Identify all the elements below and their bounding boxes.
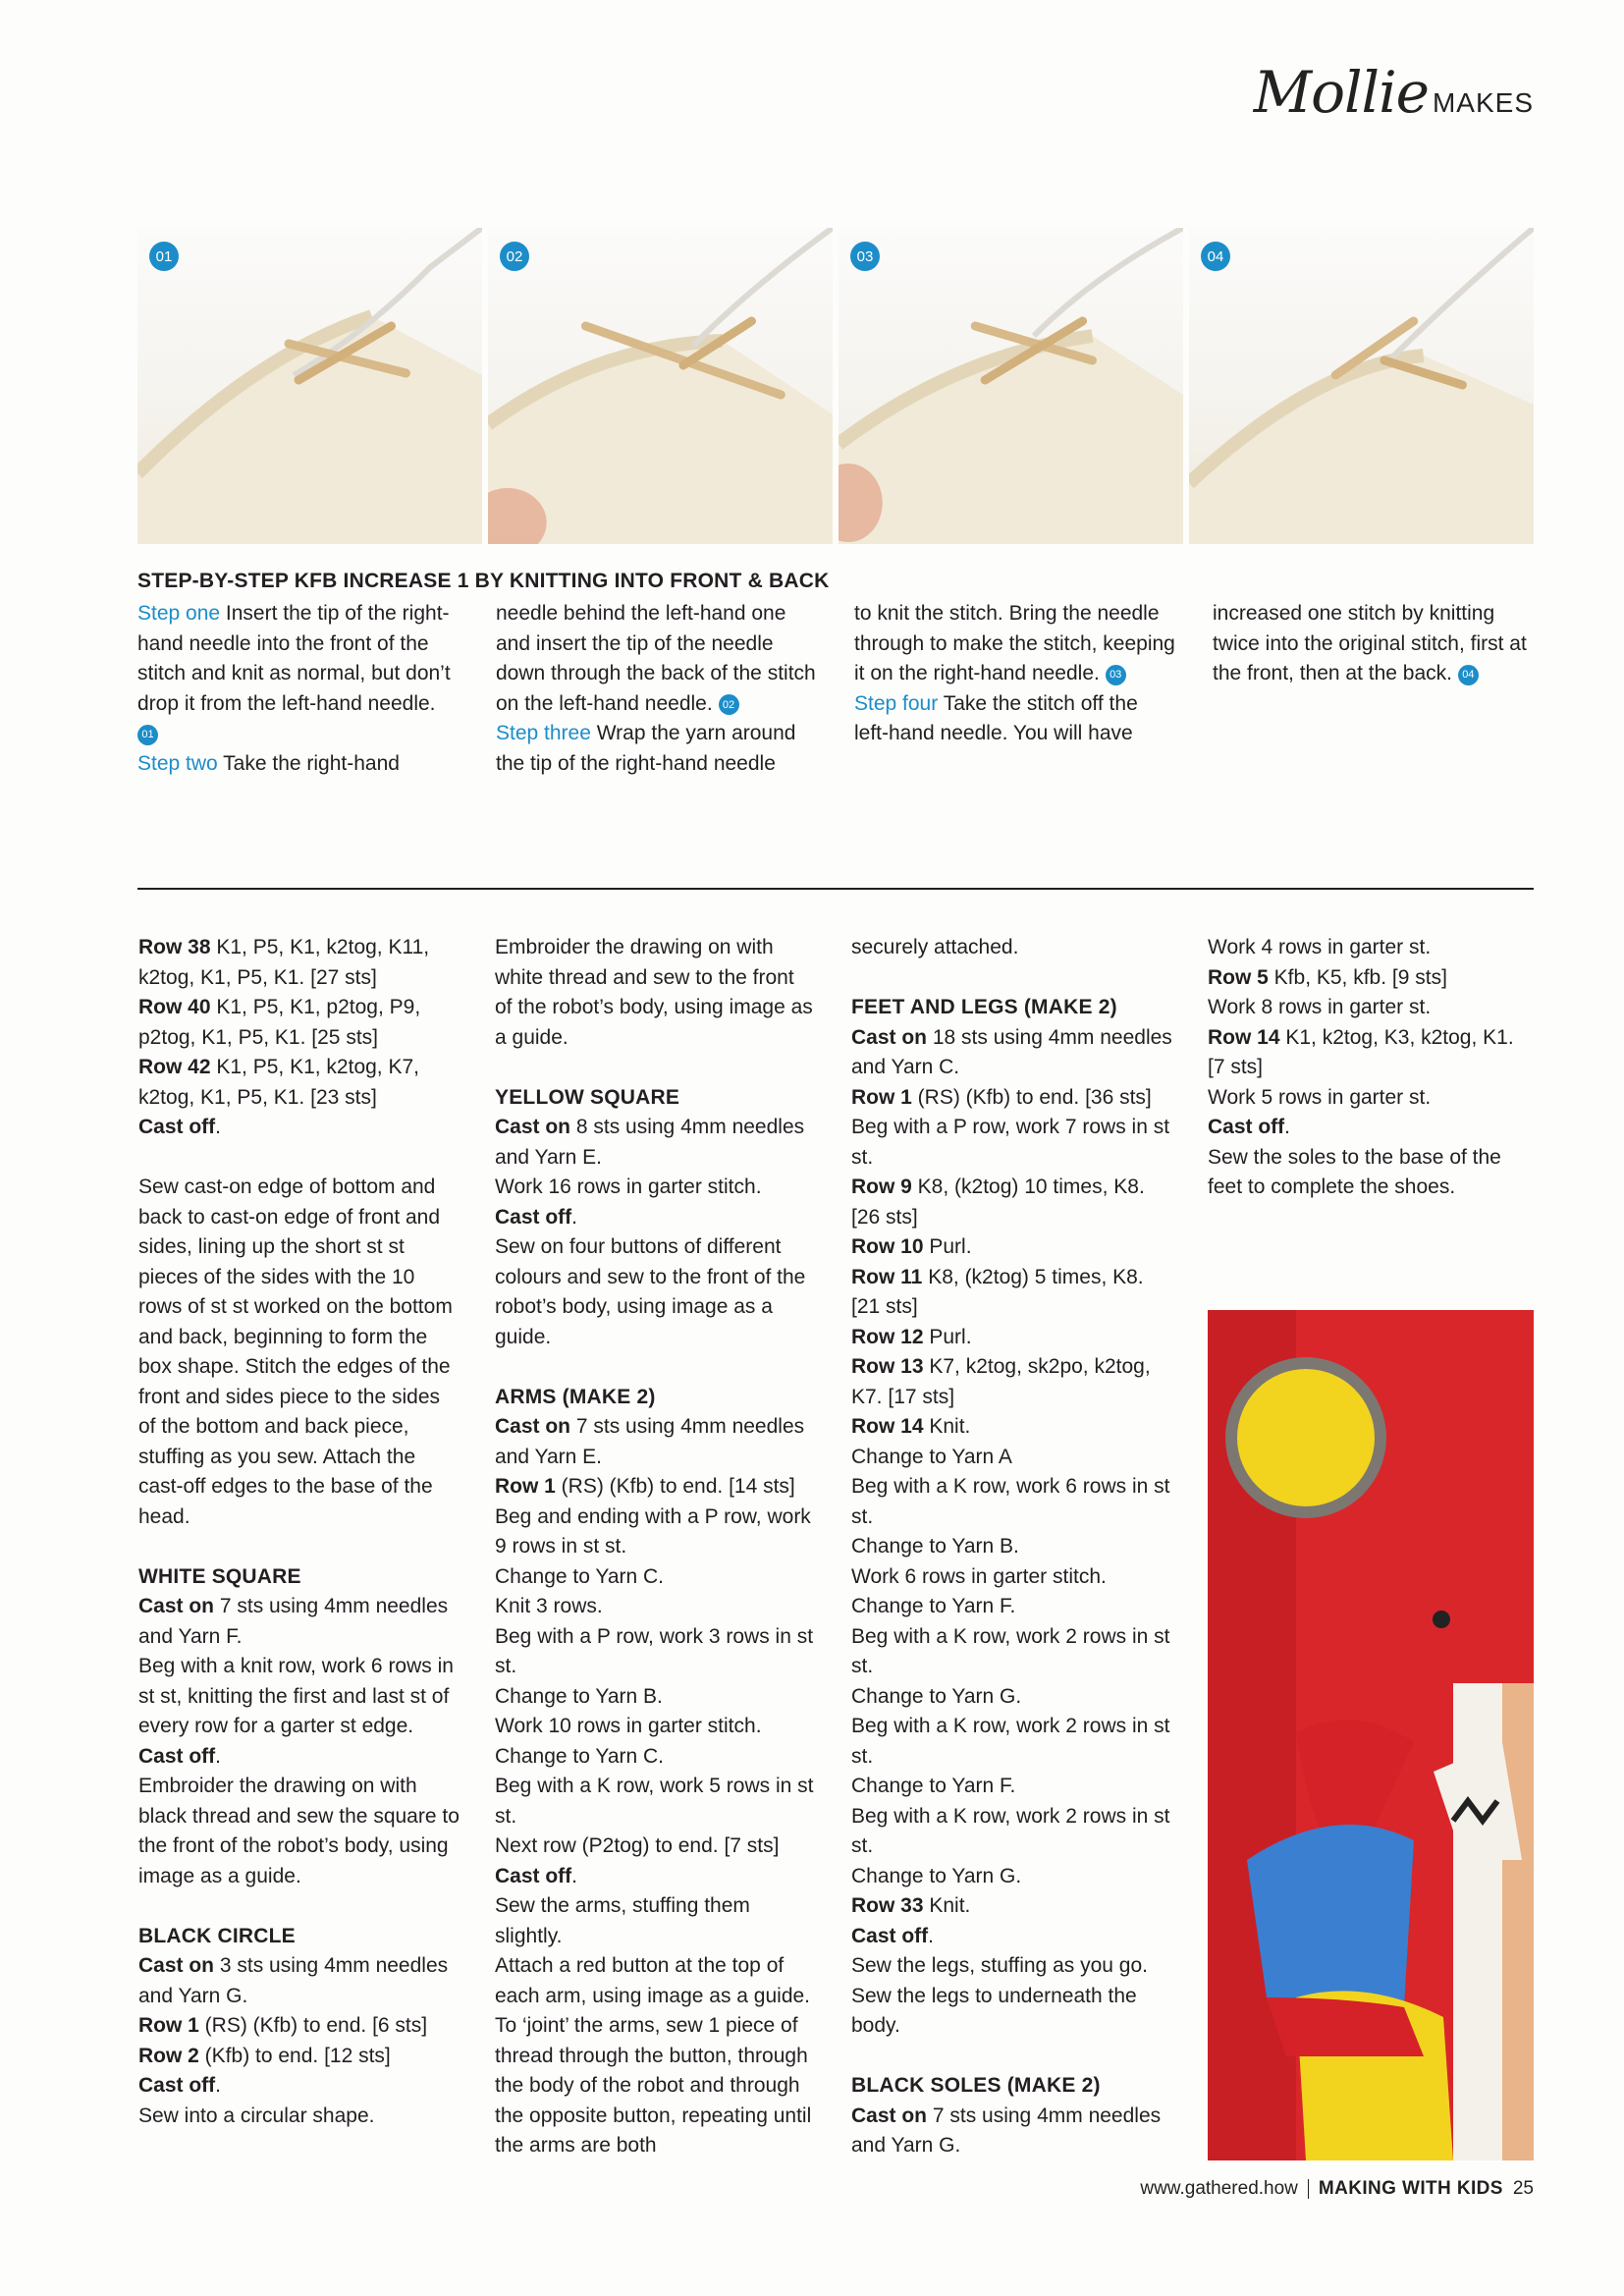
step-two-text-end: needle behind the left-hand one and insert the tip of the needle down through the back of the stitch on the left-hand needle.: [496, 602, 816, 715]
row-label: Row 13: [851, 1355, 924, 1378]
feet-cast-on: [851, 1023, 1173, 1083]
white-square-cast-off: [138, 1742, 460, 1773]
pattern-column-1: [138, 933, 460, 2131]
feet-work-6: Work 6 rows in garter stitch.: [851, 1564, 1107, 1588]
arms-beg: Beg and ending with a P row, work 9 rows in st st.: [495, 1504, 811, 1558]
soles-sew: Sew the soles to the base of the feet to complete the shoes.: [1208, 1145, 1501, 1198]
step-photo-2: [488, 228, 833, 544]
row-text: K8, (k2tog) 10 times, K8. [26 sts]: [851, 1175, 1145, 1229]
row-text: K1, P5, K1, p2tog, P9, p2tog, K1, P5, K1. [25 sts]: [138, 996, 421, 1049]
row-label: Cast on: [851, 1025, 928, 1049]
white-square-heading: WHITE SQUARE: [138, 1564, 301, 1588]
row-text: .: [215, 1116, 222, 1138]
white-square-cast-on: [138, 1592, 460, 1652]
step-col-4: [1213, 599, 1534, 779]
knitting-step-1-image: [137, 228, 482, 544]
row-text: Knit.: [923, 1894, 971, 1917]
row-label: Cast on: [138, 1954, 215, 1977]
arms-work-garter: Work 10 rows in garter stitch.: [495, 1715, 762, 1737]
row-text: (RS) (Kfb) to end. [36 sts]: [911, 1085, 1152, 1109]
row-text: .: [1284, 1116, 1291, 1138]
row-label: Row 9: [851, 1175, 912, 1198]
feet-beg-2c: Beg with a K row, work 2 rows in st st.: [851, 1804, 1170, 1857]
row-text: 7 sts using 4mm needles and Yarn E.: [495, 1415, 805, 1468]
soles-cast-off: [1208, 1113, 1530, 1143]
row-label: Cast off: [495, 1205, 572, 1229]
step-ref-badge-03: 03: [1106, 665, 1126, 685]
row-label: Row 1: [851, 1085, 912, 1109]
feet-row-10: [851, 1232, 1173, 1263]
step-col-1: [137, 599, 459, 779]
row-text: .: [215, 1744, 222, 1768]
feet-row-12: [851, 1323, 1173, 1353]
feet-change-f: Change to Yarn F.: [851, 1595, 1016, 1617]
step-ref-badge-04: 04: [1458, 665, 1479, 685]
knitting-step-3-image: [839, 228, 1183, 544]
row-text: 8 sts using 4mm needles and Yarn E.: [495, 1116, 805, 1169]
arms-sew: Sew the arms, stuffing them slightly.: [495, 1894, 750, 1947]
row-text: K1, k2tog, K3, k2tog, K1. [7 sts]: [1208, 1025, 1514, 1078]
soles-cast-on: [851, 2102, 1173, 2161]
knitting-step-4-image: [1189, 228, 1534, 544]
row-text: Kfb, K5, kfb. [9 sts]: [1268, 965, 1447, 989]
row-label: Cast off: [495, 1864, 572, 1887]
row-label: Cast off: [1208, 1116, 1285, 1138]
securely-attached: securely attached.: [851, 936, 1019, 958]
step-col-2: [496, 599, 817, 779]
row-text: (RS) (Kfb) to end. [6 sts]: [198, 2014, 428, 2037]
step-one-text: Insert the tip of the right-hand needle into the front of the stitch and knit as normal, but don’t drop it from the left-hand needle.: [137, 602, 451, 715]
black-circle-row-2: [138, 2042, 460, 2072]
row-label: Row 14: [851, 1415, 924, 1438]
row-text: 7 sts using 4mm needles and Yarn F.: [138, 1595, 449, 1648]
step-photo-4: [1189, 228, 1534, 544]
row-label: Cast off: [138, 1116, 216, 1138]
step-two-text-start: Take the right-hand: [217, 751, 400, 775]
step-four-label: Step four: [854, 691, 939, 715]
row-text: .: [928, 1924, 935, 1947]
row-label: Row 1: [495, 1475, 556, 1498]
row-text: .: [571, 1205, 578, 1229]
yellow-square-work: Work 16 rows in garter stitch.: [495, 1175, 762, 1198]
feet-beg-6: Beg with a K row, work 6 rows in st st.: [851, 1475, 1170, 1528]
row-label: Row 40: [138, 996, 211, 1018]
step-four-text-start: Take the stitch off the left-hand needle. You will have: [854, 691, 1138, 744]
row-text: K1, P5, K1, k2tog, K11, k2tog, K1, P5, K1. [27 sts]: [138, 936, 430, 989]
arms-change-b: Change to Yarn B.: [495, 1684, 663, 1708]
black-circle-cast-on: [138, 1951, 460, 2011]
yellow-square-sew: Sew on four buttons of different colours and sew to the front of the robot’s body, using image as a guide.: [495, 1235, 806, 1348]
row-label: Row 14: [1208, 1025, 1280, 1049]
footer-section: MAKING WITH KIDS: [1318, 2178, 1503, 2199]
row-label: Row 38: [138, 936, 211, 958]
pattern-column-4: [1208, 933, 1530, 1203]
feet-change-g: Change to Yarn G.: [851, 1684, 1022, 1708]
yellow-square-cast-on: [495, 1113, 817, 1173]
white-square-embroider: Embroider the drawing on with black thread and sew the square to the front of the robot’s body, using image as a guide.: [138, 1775, 460, 1887]
feet-legs-heading: FEET AND LEGS (MAKE 2): [851, 996, 1117, 1018]
arms-row-1: [495, 1472, 817, 1503]
row-label: Row 1: [138, 2014, 199, 2037]
instruction-cast-off: [138, 1113, 460, 1143]
instruction-row-38: [138, 933, 460, 993]
feet-beg-2a: Beg with a K row, work 2 rows in st st.: [851, 1624, 1170, 1677]
row-text: Knit.: [923, 1415, 971, 1438]
feet-beg-2b: Beg with a K row, work 2 rows in st st.: [851, 1715, 1170, 1768]
feet-row-9: [851, 1173, 1173, 1232]
brand-script: Mollie: [1253, 59, 1429, 126]
knitting-step-2-image: [488, 228, 833, 544]
knitted-robot-image: [1208, 1310, 1534, 2160]
step-four-text-end: increased one stitch by knitting twice into the original stitch, first at the front, then at the back.: [1213, 602, 1527, 684]
step-ref-badge-01: 01: [137, 725, 158, 745]
step-photo-strip: [137, 228, 1534, 544]
step-three-text-end: to knit the stitch. Bring the needle through to make the stitch, keeping it on the right-hand needle.: [854, 602, 1175, 684]
row-text: .: [571, 1864, 578, 1887]
arms-heading: ARMS (MAKE 2): [495, 1385, 656, 1408]
row-text: 7 sts using 4mm needles and Yarn G.: [851, 2104, 1162, 2157]
arms-beg-k: Beg with a K row, work 5 rows in st st.: [495, 1775, 814, 1828]
feet-row-14: [851, 1412, 1173, 1443]
soles-row-14: [1208, 1023, 1530, 1083]
row-label: Cast off: [851, 1924, 929, 1947]
instruction-sew-body: Sew cast-on edge of bottom and back to cast-on edge of front and sides, lining up the short st st pieces of the sides with the 10 rows of st st worked on the bottom and back, beginning to form the box shape. Stitch the edges of the front and sides piece to the sides of the bottom and back piece, stuffing as you sew. Attach the cast-off edges to the base of the head.: [138, 1175, 453, 1528]
step-badge-2: 02: [500, 242, 529, 271]
arms-change-c: Change to Yarn C.: [495, 1564, 664, 1588]
embroider-instruction: Embroider the drawing on with white thread and sew to the front of the robot’s body, using image as a guide.: [495, 936, 813, 1049]
arms-beg-p: Beg with a P row, work 3 rows in st st.: [495, 1624, 814, 1677]
feet-row-1: [851, 1083, 1173, 1114]
brand-logo: [1254, 59, 1534, 126]
step-three-text-start: Wrap the yarn around the tip of the right-hand needle: [496, 722, 796, 775]
row-label: Cast off: [138, 2074, 216, 2097]
feet-cast-off: [851, 1922, 1173, 1952]
page-footer: [1140, 2178, 1534, 2200]
feet-sew: Sew the legs, stuffing as you go. Sew the legs to underneath the body.: [851, 1954, 1148, 2037]
black-soles-heading: BLACK SOLES (MAKE 2): [851, 2074, 1101, 2097]
row-label: Row 33: [851, 1894, 924, 1917]
row-text: Purl.: [923, 1325, 972, 1348]
row-label: Cast on: [851, 2104, 928, 2127]
black-circle-sew: Sew into a circular shape.: [138, 2104, 375, 2127]
step-one-label: Step one: [137, 602, 221, 625]
robot-toy-photo: [1208, 1310, 1534, 2160]
arms-change-c2: Change to Yarn C.: [495, 1744, 664, 1768]
feet-change-f2: Change to Yarn F.: [851, 1775, 1016, 1797]
step-photo-3: [839, 228, 1183, 544]
yellow-square-cast-off: [495, 1203, 817, 1233]
feet-row-33: [851, 1891, 1173, 1922]
feet-row-13: [851, 1352, 1173, 1412]
row-text: K8, (k2tog) 5 times, K8. [21 sts]: [851, 1265, 1144, 1318]
row-label: Row 2: [138, 2044, 199, 2067]
page-number: 25: [1512, 2178, 1534, 2199]
row-label: Row 5: [1208, 965, 1269, 989]
feet-change-g2: Change to Yarn G.: [851, 1864, 1022, 1887]
yellow-square-heading: YELLOW SQUARE: [495, 1085, 680, 1109]
soles-row-5: [1208, 963, 1530, 994]
arms-cast-on: [495, 1412, 817, 1472]
pattern-column-2: [495, 933, 817, 2161]
row-label: Row 42: [138, 1056, 211, 1078]
step-two-label: Step two: [137, 751, 218, 775]
pattern-column-3: [851, 933, 1173, 2161]
row-text: Purl.: [923, 1235, 972, 1258]
feet-row-11: [851, 1263, 1173, 1323]
row-label: Row 11: [851, 1265, 923, 1288]
row-label: Cast on: [495, 1116, 571, 1138]
brand-suffix: MAKES: [1432, 87, 1534, 118]
row-label: Cast on: [495, 1415, 571, 1438]
instruction-row-40: [138, 993, 460, 1053]
row-label: Row 10: [851, 1235, 924, 1258]
step-badge-1: 01: [149, 242, 179, 271]
row-text: 18 sts using 4mm needles and Yarn C.: [851, 1025, 1172, 1078]
row-label: Cast on: [138, 1595, 215, 1617]
step-badge-3: 03: [850, 242, 880, 271]
row-text: .: [215, 2074, 222, 2097]
row-text: (RS) (Kfb) to end. [14 sts]: [555, 1475, 795, 1498]
arms-cast-off: [495, 1862, 817, 1892]
row-label: Cast off: [138, 1744, 216, 1768]
row-text: 3 sts using 4mm needles and Yarn G.: [138, 1954, 449, 2007]
step-badge-4: 04: [1201, 242, 1230, 271]
arms-next-row: Next row (P2tog) to end. [7 sts]: [495, 1834, 780, 1857]
black-circle-cast-off: [138, 2071, 460, 2102]
soles-work-4: Work 4 rows in garter st.: [1208, 936, 1432, 958]
instruction-row-42: [138, 1053, 460, 1113]
white-square-beg: Beg with a knit row, work 6 rows in st st, knitting the first and last st of every row for a garter st edge.: [138, 1655, 454, 1737]
black-circle-row-1: [138, 2011, 460, 2042]
row-text: K1, P5, K1, k2tog, K7, k2tog, K1, P5, K1. [23 sts]: [138, 1056, 419, 1109]
arms-knit: Knit 3 rows.: [495, 1595, 603, 1617]
feet-change-b: Change to Yarn B.: [851, 1535, 1019, 1558]
step-ref-badge-02: 02: [719, 694, 739, 715]
row-text: (Kfb) to end. [12 sts]: [198, 2044, 391, 2067]
arms-attach: Attach a red button at the top of each arm, using image as a guide. To ‘joint’ the arms, sew 1 piece of thread through the button, through the body of the robot and through the opposite button, repeating until the arms are both: [495, 1954, 812, 2157]
row-text: K7, k2tog, sk2po, k2tog, K7. [17 sts]: [851, 1355, 1151, 1408]
footer-url: www.gathered.how: [1140, 2178, 1298, 2199]
feet-beg: Beg with a P row, work 7 rows in st st.: [851, 1116, 1170, 1169]
soles-work-8: Work 8 rows in garter st.: [1208, 996, 1432, 1018]
row-label: Row 12: [851, 1325, 924, 1348]
step-instructions: [137, 599, 1534, 779]
section-divider: [137, 888, 1534, 890]
soles-work-5: Work 5 rows in garter st.: [1208, 1085, 1432, 1109]
step-col-3: [854, 599, 1175, 779]
step-by-step-heading: STEP-BY-STEP KFB INCREASE 1 BY KNITTING INTO FRONT & BACK: [137, 570, 830, 592]
footer-separator: [1308, 2179, 1309, 2199]
feet-change-a: Change to Yarn A: [851, 1445, 1012, 1468]
black-circle-heading: BLACK CIRCLE: [138, 1924, 296, 1947]
step-three-label: Step three: [496, 722, 591, 744]
step-photo-1: [137, 228, 482, 544]
